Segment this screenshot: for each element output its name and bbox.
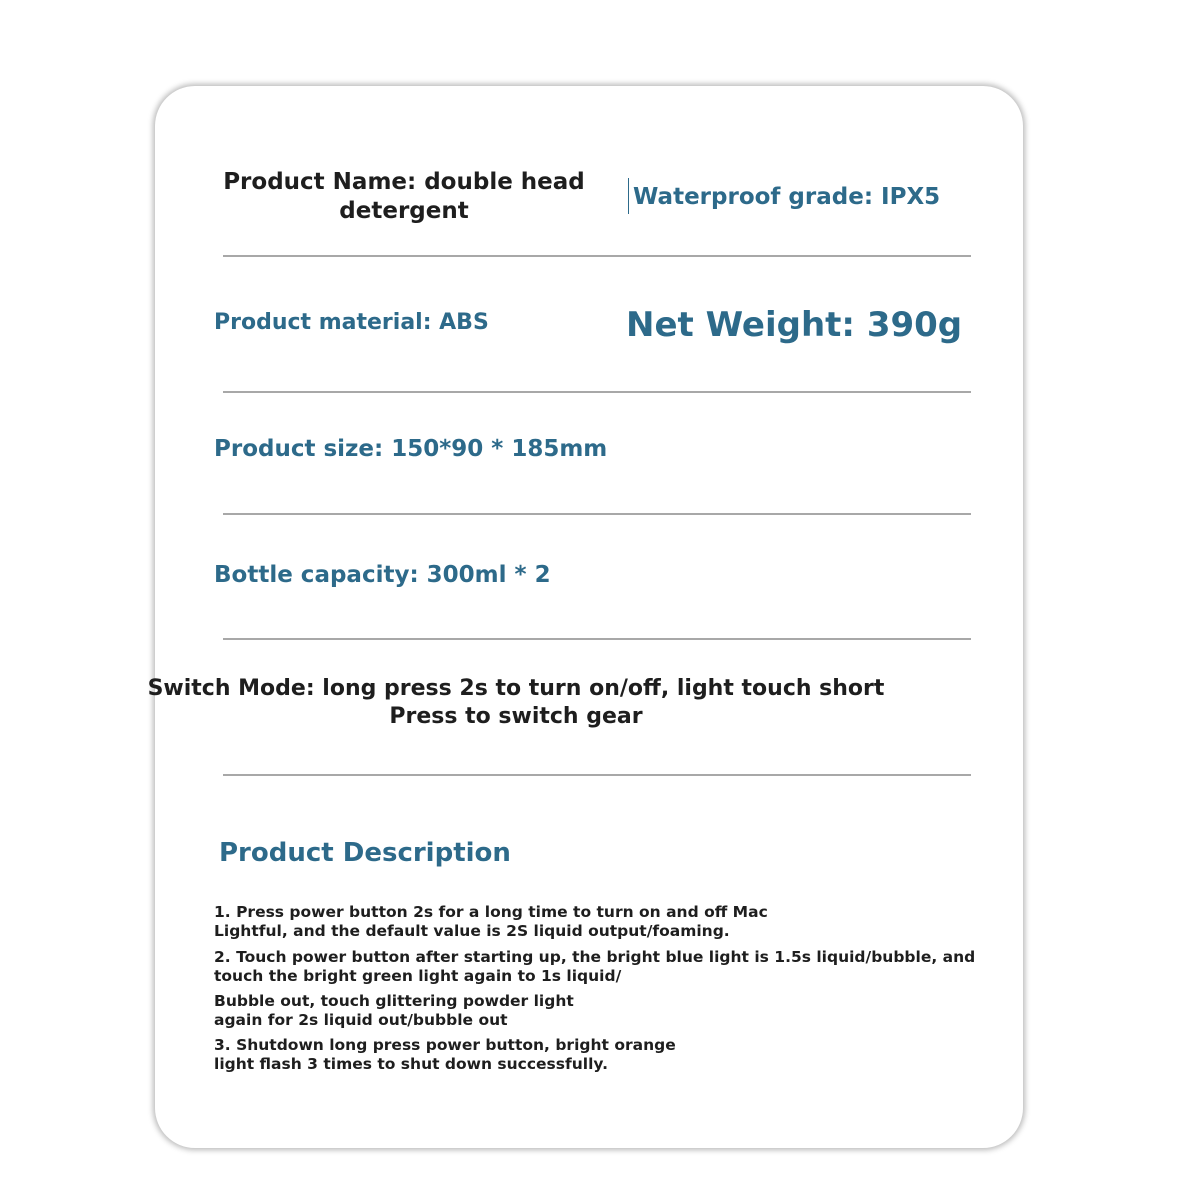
description-line: 2. Touch power button after starting up, the bright blue light is 1.5s liquid/bubble, and	[214, 948, 976, 966]
divider	[223, 391, 971, 393]
description-title: Product Description	[219, 838, 511, 868]
product-material-text: Product material: ABS	[214, 310, 489, 335]
product-size-text: Product size: 150*90 * 185mm	[214, 436, 608, 462]
description-line: 1. Press power button 2s for a long time to turn on and off Mac	[214, 903, 768, 921]
description-line: light flash 3 times to shut down successfully.	[214, 1055, 608, 1073]
product-name-text: Product Name: double head detergent	[223, 169, 585, 224]
description-line: Lightful, and the default value is 2S liquid output/foaming.	[214, 922, 730, 940]
waterproof-grade-text: Waterproof grade: IPX5	[633, 184, 941, 210]
divider	[223, 638, 971, 640]
text-cursor-mark	[628, 178, 629, 214]
description-line: again for 2s liquid out/bubble out	[214, 1011, 508, 1029]
description-line: Bubble out, touch glittering powder light	[214, 992, 574, 1010]
divider	[223, 255, 971, 257]
divider	[223, 774, 971, 776]
net-weight-text: Net Weight: 390g	[626, 305, 963, 345]
switch-mode-text: Switch Mode: long press 2s to turn on/off, light touch short Press to switch gear	[147, 676, 885, 729]
description-line: touch the bright green light again to 1s liquid/	[214, 967, 622, 985]
bottle-capacity-text: Bottle capacity: 300ml * 2	[214, 562, 551, 588]
description-line: 3. Shutdown long press power button, bright orange	[214, 1036, 676, 1054]
divider	[223, 513, 971, 515]
spec-card	[155, 86, 1023, 1148]
